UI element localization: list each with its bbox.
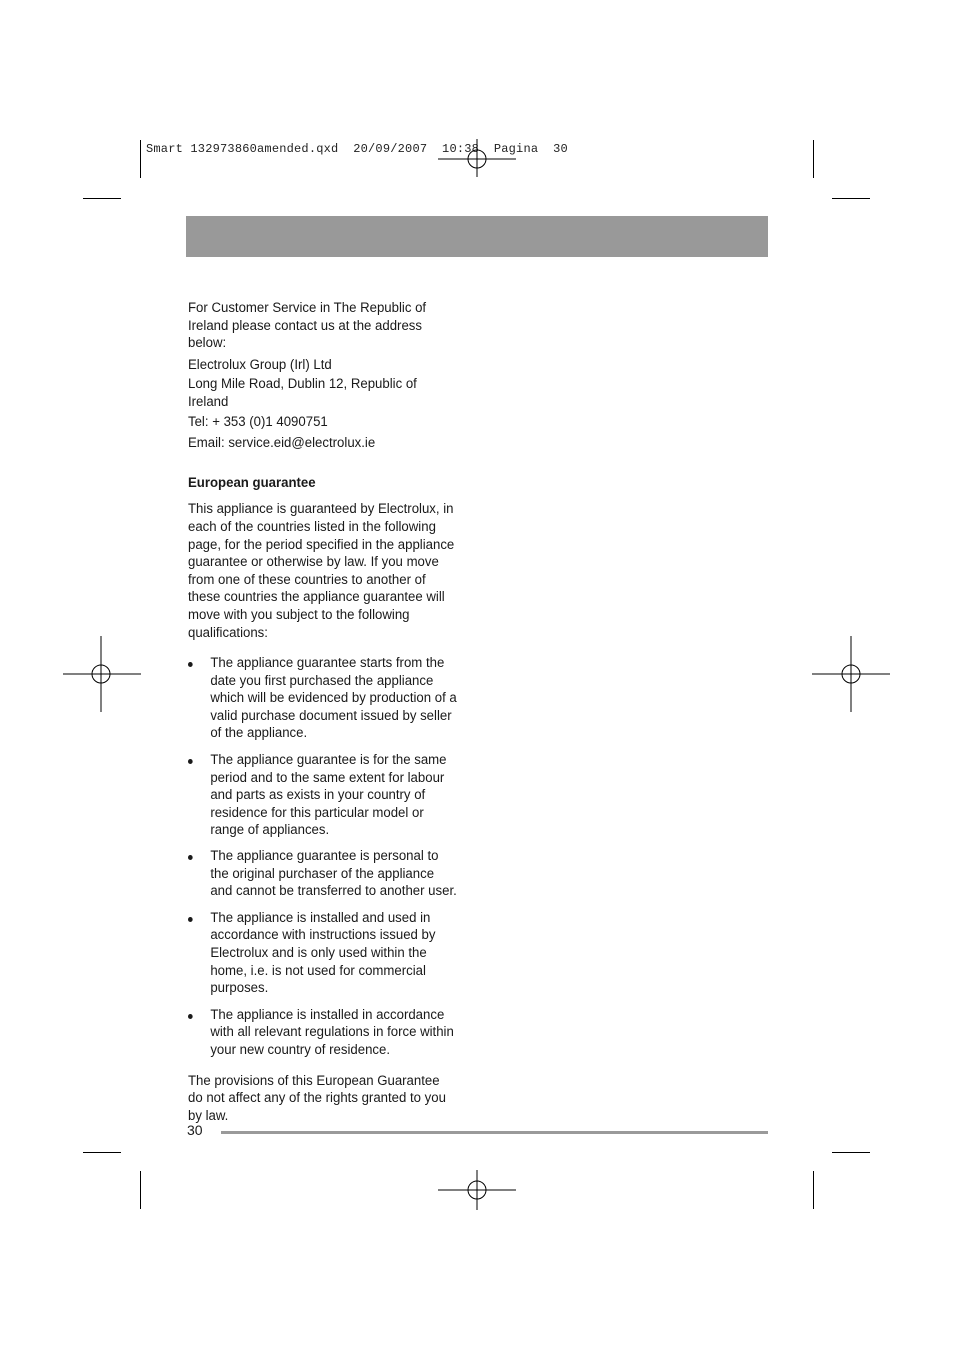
registration-mark-right-icon — [812, 636, 890, 714]
bullet-icon — [188, 1014, 193, 1019]
section-heading: European guarantee — [188, 474, 316, 491]
header-bar — [186, 216, 768, 257]
bullet-icon — [188, 662, 193, 667]
crop-mark-top-right-horizontal — [832, 198, 870, 199]
page-number: 30 — [187, 1122, 203, 1138]
bullet-icon — [188, 855, 193, 860]
crop-mark-top-left-horizontal — [83, 198, 121, 199]
contact-tel: Tel: + 353 (0)1 4090751 — [188, 413, 328, 430]
list-item — [188, 910, 458, 998]
list-item-text: The appliance is installed and used in accordance with instructions issued by Electrolux and is only used within the home, i.e. is not used for commercial purposes. — [210, 909, 436, 997]
print-slug: Smart 132973860amended.qxd 20/09/2007 10:38 Pagina 30 — [146, 142, 568, 156]
crop-mark-top-right-vertical — [813, 140, 814, 178]
registration-mark-left-icon — [63, 636, 141, 714]
list-item — [188, 752, 458, 840]
guarantee-intro: This appliance is guaranteed by Electrolux, in each of the countries listed in the following page, for the period specified in the appliance guarantee or otherwise by law. If you move from one of these countries to another of these countries the appliance guarantee will move with you subject to the following qualifications: — [188, 501, 455, 641]
list-item-text: The appliance guarantee is personal to the original purchaser of the appliance and cannot be transferred to another user. — [210, 848, 457, 900]
registration-mark-top-icon — [438, 125, 516, 203]
qualification-list — [188, 655, 458, 1059]
list-item — [188, 1007, 458, 1060]
bullet-icon — [188, 917, 193, 922]
contact-address: Long Mile Road, Dublin 12, Republic of Ireland — [188, 376, 417, 410]
footer-rule — [221, 1131, 768, 1134]
list-item — [188, 655, 458, 743]
list-item-text: The appliance is installed in accordance with all relevant regulations in force within your new country of residence. — [210, 1006, 454, 1058]
list-item — [188, 848, 458, 901]
bullet-icon — [188, 759, 193, 764]
contact-company: Electrolux Group (Irl) Ltd — [188, 356, 332, 373]
crop-mark-bottom-left-vertical — [140, 1171, 141, 1209]
contact-intro: For Customer Service in The Republic of Ireland please contact us at the address below: — [188, 300, 427, 352]
contact-email: Email: service.eid@electrolux.ie — [188, 435, 376, 452]
crop-mark-bottom-left-horizontal — [83, 1152, 121, 1153]
main-content — [188, 300, 458, 1125]
closing-paragraph: The provisions of this European Guarantee do not affect any of the rights granted to you by law. — [188, 1072, 446, 1124]
list-item-text: The appliance guarantee is for the same period and to the same extent for labour and parts as exists in your country of residence for this particular model or range of appliances. — [210, 752, 447, 839]
crop-mark-bottom-right-vertical — [813, 1171, 814, 1209]
list-item-text: The appliance guarantee starts from the date you first purchased the appliance which will be evidenced by production of a valid purchase document issued by seller of the appliance. — [210, 655, 457, 742]
crop-mark-top-left-vertical — [140, 140, 141, 178]
crop-mark-bottom-right-horizontal — [832, 1152, 870, 1153]
registration-mark-bottom-icon — [438, 1152, 516, 1230]
